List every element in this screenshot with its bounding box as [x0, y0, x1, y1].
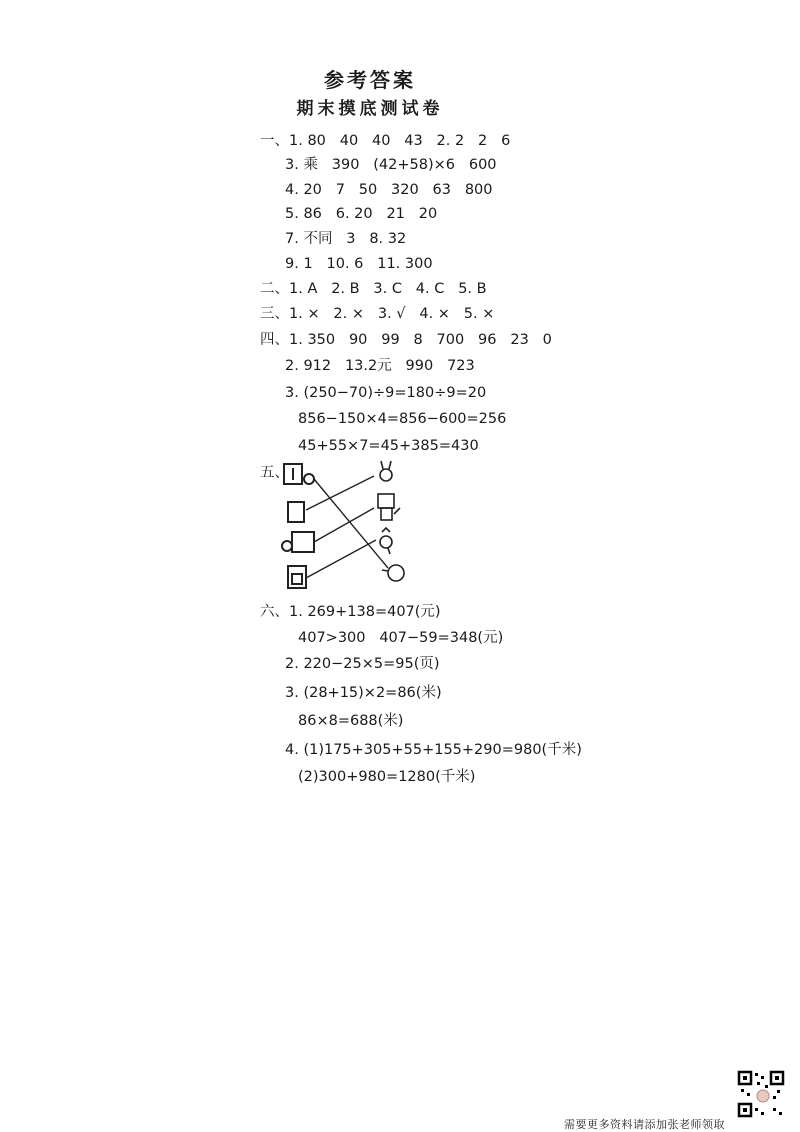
matching-lines [306, 476, 388, 578]
answer-line-13: 45+55×7=45+385=430 [298, 438, 479, 454]
answer-line-18: 3. (28+15)×2=86(米) [285, 685, 442, 701]
answer-line-4: 5. 86 6. 20 21 20 [285, 206, 438, 222]
answer-line-6: 9. 1 10. 6 11. 300 [285, 256, 433, 272]
answer-line-8: 三、1. × 2. × 3. √ 4. × 5. × [260, 306, 495, 322]
matching-diagram [278, 458, 428, 598]
answer-line-20: 4. (1)175+305+55+155+290=980(千米) [285, 742, 582, 758]
answer-line-17: 2. 220−25×5=95(页) [285, 656, 440, 672]
answer-line-5: 7. 不同 3 8. 32 [285, 231, 407, 247]
basket-icon [288, 566, 306, 588]
answer-line-3: 4. 20 7 50 320 63 800 [285, 182, 493, 198]
answer-line-11: 3. (250−70)÷9=180÷9=20 [285, 385, 487, 401]
page-subtitle: 期末摸底测试卷 [296, 99, 444, 119]
chick-icon [382, 565, 404, 581]
answer-line-16: 407>300 407−59=348(元) [298, 630, 504, 646]
cup-icon [288, 502, 304, 522]
cat-icon [378, 494, 400, 520]
answer-line-7: 二、1. A 2. B 3. C 4. C 5. B [260, 281, 487, 297]
answer-line-21: (2)300+980=1280(千米) [298, 769, 476, 785]
answer-line-2: 3. 乘 390 (42+58)×6 600 [285, 157, 497, 173]
rooster-icon [380, 528, 392, 554]
pot-with-ball-icon [282, 532, 314, 552]
answer-line-9: 四、1. 350 90 99 8 700 96 23 0 [260, 332, 552, 348]
footer-note: 需要更多资料请添加张老师领取 [564, 1118, 725, 1131]
section-five-label: 五、 [260, 465, 289, 481]
answer-line-10: 2. 912 13.2元 990 723 [285, 358, 475, 374]
answer-line-15: 六、1. 269+138=407(元) [260, 604, 441, 620]
qr-code-icon [737, 1070, 785, 1118]
answer-line-19: 86×8=688(米) [298, 713, 404, 729]
cup-with-handle-icon [284, 464, 314, 484]
answer-line-12: 856−150×4=856−600=256 [298, 411, 507, 427]
page-title: 参考答案 [324, 68, 416, 92]
rabbit-icon [380, 461, 392, 481]
answer-line-1: 一、1. 80 40 40 43 2. 2 2 6 [260, 133, 511, 149]
